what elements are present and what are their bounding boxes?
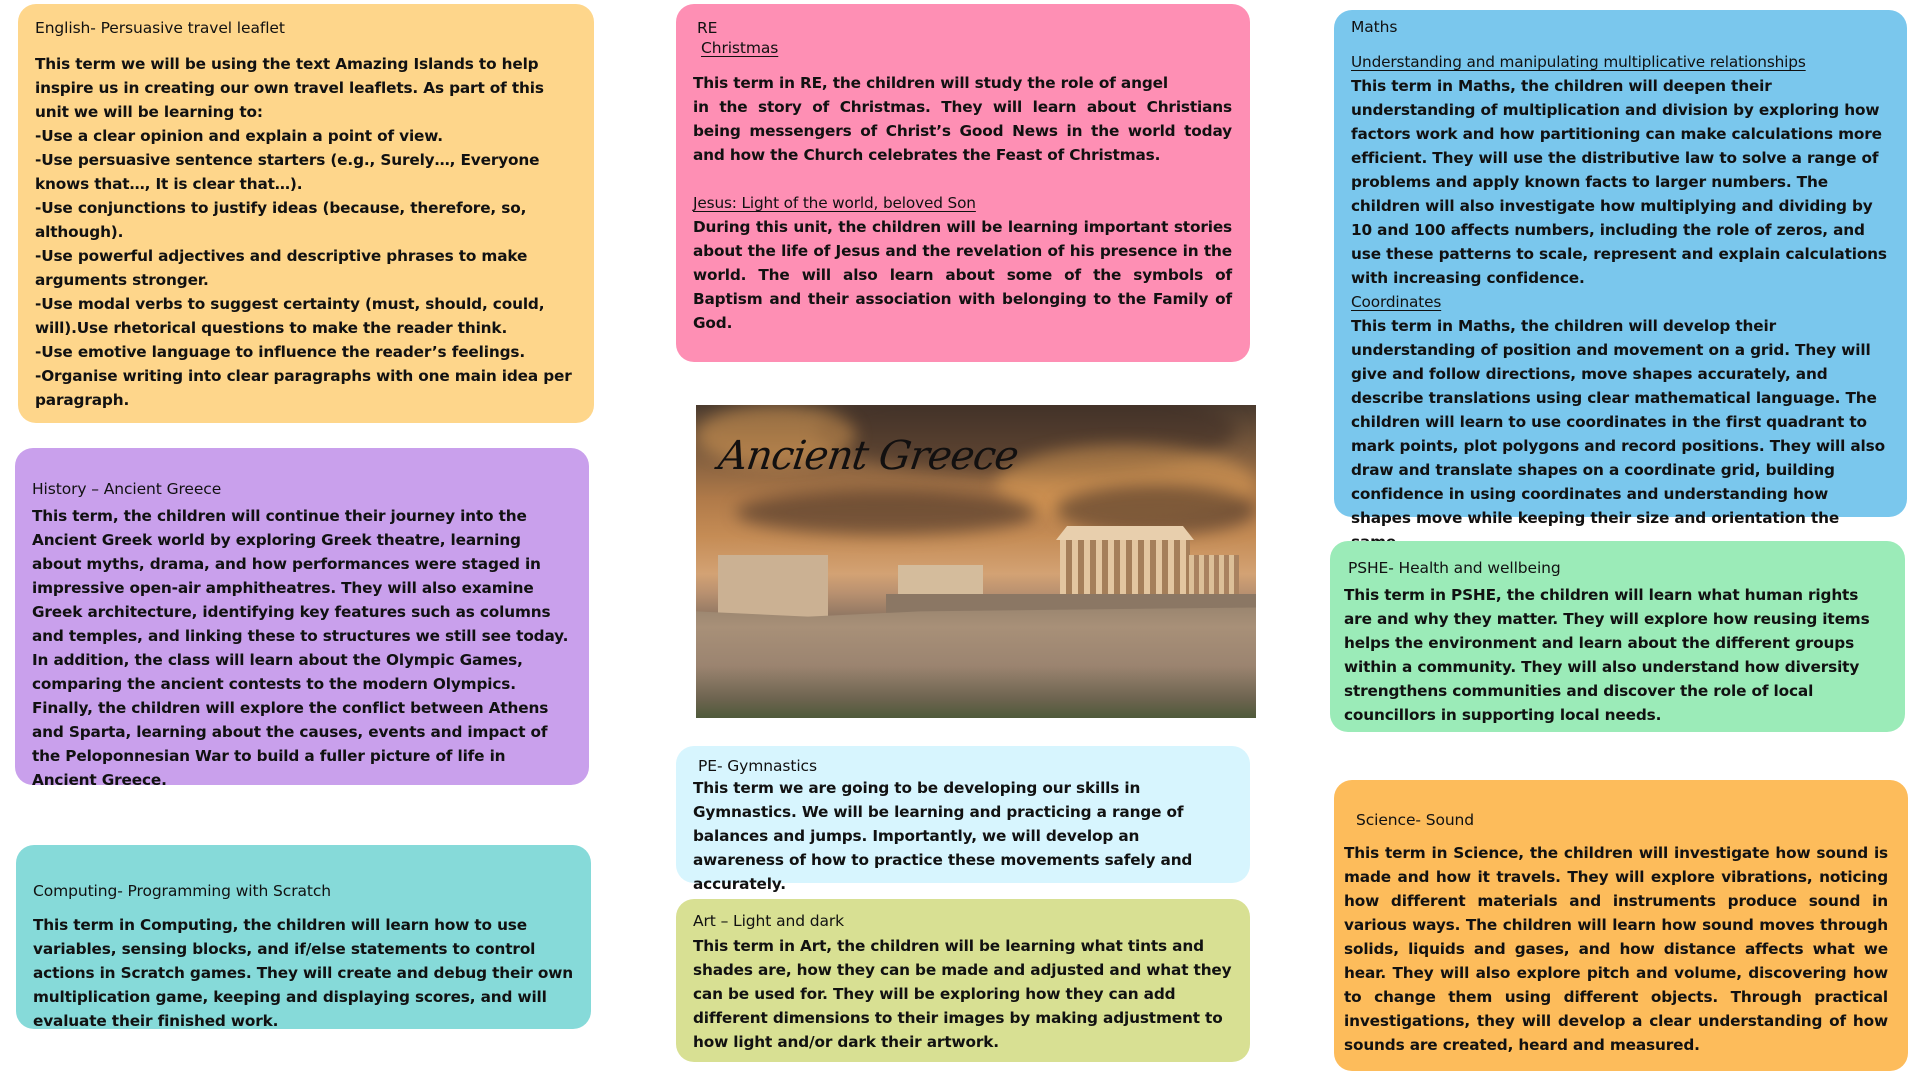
computing-title: Computing- Programming with Scratch — [33, 882, 331, 900]
pshe-title: PSHE- Health and wellbeing — [1348, 559, 1561, 577]
english-objective: -Use a clear opinion and explain a point of view. — [35, 127, 443, 145]
maths-text-multiplicative: This term in Maths, the children will deepen their understanding of multiplication and division by exploring how factors work and how partitioning can make calculations more efficient. They will use the distributive law to solve a range of problems and apply known facts to larger numbers. The children will also investigate how multiplying and dividing by 10 and 100 affects numbers, including the role of zeros, and use these patterns to scale, represent and explain calculations with increasing confidence. — [1351, 77, 1887, 287]
history-title: History – Ancient Greece — [32, 480, 222, 498]
maths-subtitle-coordinates: Coordinates — [1351, 293, 1442, 311]
history-card — [15, 448, 589, 789]
pe-text: This term we are going to be developing our skills in Gymnastics. We will be learning and practicing a range of balances and jumps. Importantly, we will develop an awareness of how to practice these movements safely and accurately. — [693, 779, 1193, 893]
re-text-line: This term in RE, the children will study the role of angel — [693, 74, 1168, 92]
temple-shape — [1189, 555, 1239, 597]
english-objective: -Organise writing into clear paragraphs with one main idea per paragraph. — [35, 367, 572, 409]
science-text: This term in Science, the children will investigate how sound is made and how it travels. They will explore vibrations, noticing how different materials and instruments produce sound in various ways. The children will learn how sound moves through solids, liquids and gases, and how distance affects what we hear. They will also explore pitch and volume, discovering how to change them using different objects. Through practical investigations, they will develop a clear understanding of how sounds are created, heard and measured. — [1344, 844, 1888, 1054]
science-card — [1334, 780, 1908, 1071]
re-text-christmas — [693, 71, 1232, 167]
english-title: English- Persuasive travel leaflet — [35, 19, 285, 37]
pshe-card — [1330, 541, 1905, 732]
ancient-greece-image — [696, 405, 1256, 718]
pshe-text: This term in PSHE, the children will learn what human rights are and why they matter. They will explore how reusing items helps the environment and learn about the different groups within a community. They will also understand how diversity strengthens communities and discover the role of local councillors in supporting local needs. — [1344, 586, 1870, 724]
science-title: Science- Sound — [1356, 811, 1475, 829]
re-subtitle-christmas: Christmas — [701, 39, 779, 57]
english-objective: -Use emotive language to influence the reader’s feelings. — [35, 343, 525, 361]
erechtheion-shape — [898, 565, 983, 597]
computing-text: This term in Computing, the children will learn how to use variables, sensing blocks, and if/else statements to control actions in Scratch games. They will create and debug their own multiplication game, keeping and displaying scores, and will evaluate their finished work. — [33, 916, 573, 1030]
maths-text-coordinates: This term in Maths, the children will develop their understanding of position and movement on a grid. They will give and follow directions, move shapes accurately, and describe translations using clear mathematical language. The children will learn to use coordinates in the first quadrant to mark points, plot polygons and record positions. They will also draw and translate shapes on a coordinate grid, building confidence in using coordinates and understanding how shapes move while keeping their size and orientation the — [1351, 317, 1885, 527]
art-title: Art – Light and dark — [693, 912, 845, 930]
re-title: RE — [697, 19, 718, 37]
maths-card — [1334, 10, 1907, 527]
pe-card — [676, 746, 1250, 893]
re-text-jesus: During this unit, the children will be learning important stories about the life of Jesus and the revelation of his presence in the world. The will also learn about some of the symbols of Baptism and their association with belonging to the Family of God. — [693, 218, 1232, 332]
art-text: This term in Art, the children will be learning what tints and shades are, how they can be made and adjusted and what they can be used for. They will be exploring how they can add different dimensions to their images by making adjustment to how light and/or dark their artwork. — [693, 937, 1232, 1051]
history-text: This term, the children will continue their journey into the Ancient Greek world by exploring Greek theatre, learning about myths, drama, and how performances were staged in impressive open-air amphitheatres. They will also examine Greek architecture, identifying key features such as columns and temples, and linking these to structures we still see today. In addition, the class will learn about the Olympic Games, comparing the ancient contests to the modern Olympics. Finally, the children will explore the conflict between Athens and Sparta, learning about the causes, events and impact of the Peloponnesian War to build a fuller picture of life in Ancient Greece. — [32, 507, 569, 789]
art-card — [676, 899, 1250, 1062]
english-objective: -Use powerful adjectives and descriptive phrases to make arguments stronger. — [35, 247, 528, 289]
maths-title: Maths — [1351, 18, 1398, 36]
english-body — [35, 52, 576, 412]
english-intro: This term we will be using the text Amazing Islands to help inspire us in creating our own travel leaflets. As part of this unit we will be learning to: — [35, 55, 544, 121]
english-objective: -Use modal verbs to suggest certainty (must, should, could, will).Use rhetorical questions to make the reader think. — [35, 295, 545, 337]
english-objective: -Use conjunctions to justify ideas (because, therefore, so, although). — [35, 199, 527, 241]
english-card — [18, 4, 594, 423]
re-text-rest: in the story of Christmas. They will learn about Christians being messengers of Christ’s Good News in the world today and how the Church celebrates the Feast of Christmas. — [693, 98, 1232, 164]
parthenon-shape — [1060, 538, 1190, 596]
pe-title: PE- Gymnastics — [698, 757, 817, 775]
computing-card — [16, 845, 591, 1029]
english-objective: -Use persuasive sentence starters (e.g., Surely…, Everyone knows that…, It is clear that…). — [35, 151, 540, 193]
re-card — [676, 4, 1250, 362]
maths-subtitle-multiplicative: Understanding and manipulating multiplicative relationships — [1351, 53, 1806, 71]
re-subtitle-jesus: Jesus: Light of the world, beloved Son — [693, 194, 976, 212]
hero-title: Ancient Greece — [715, 433, 1021, 479]
